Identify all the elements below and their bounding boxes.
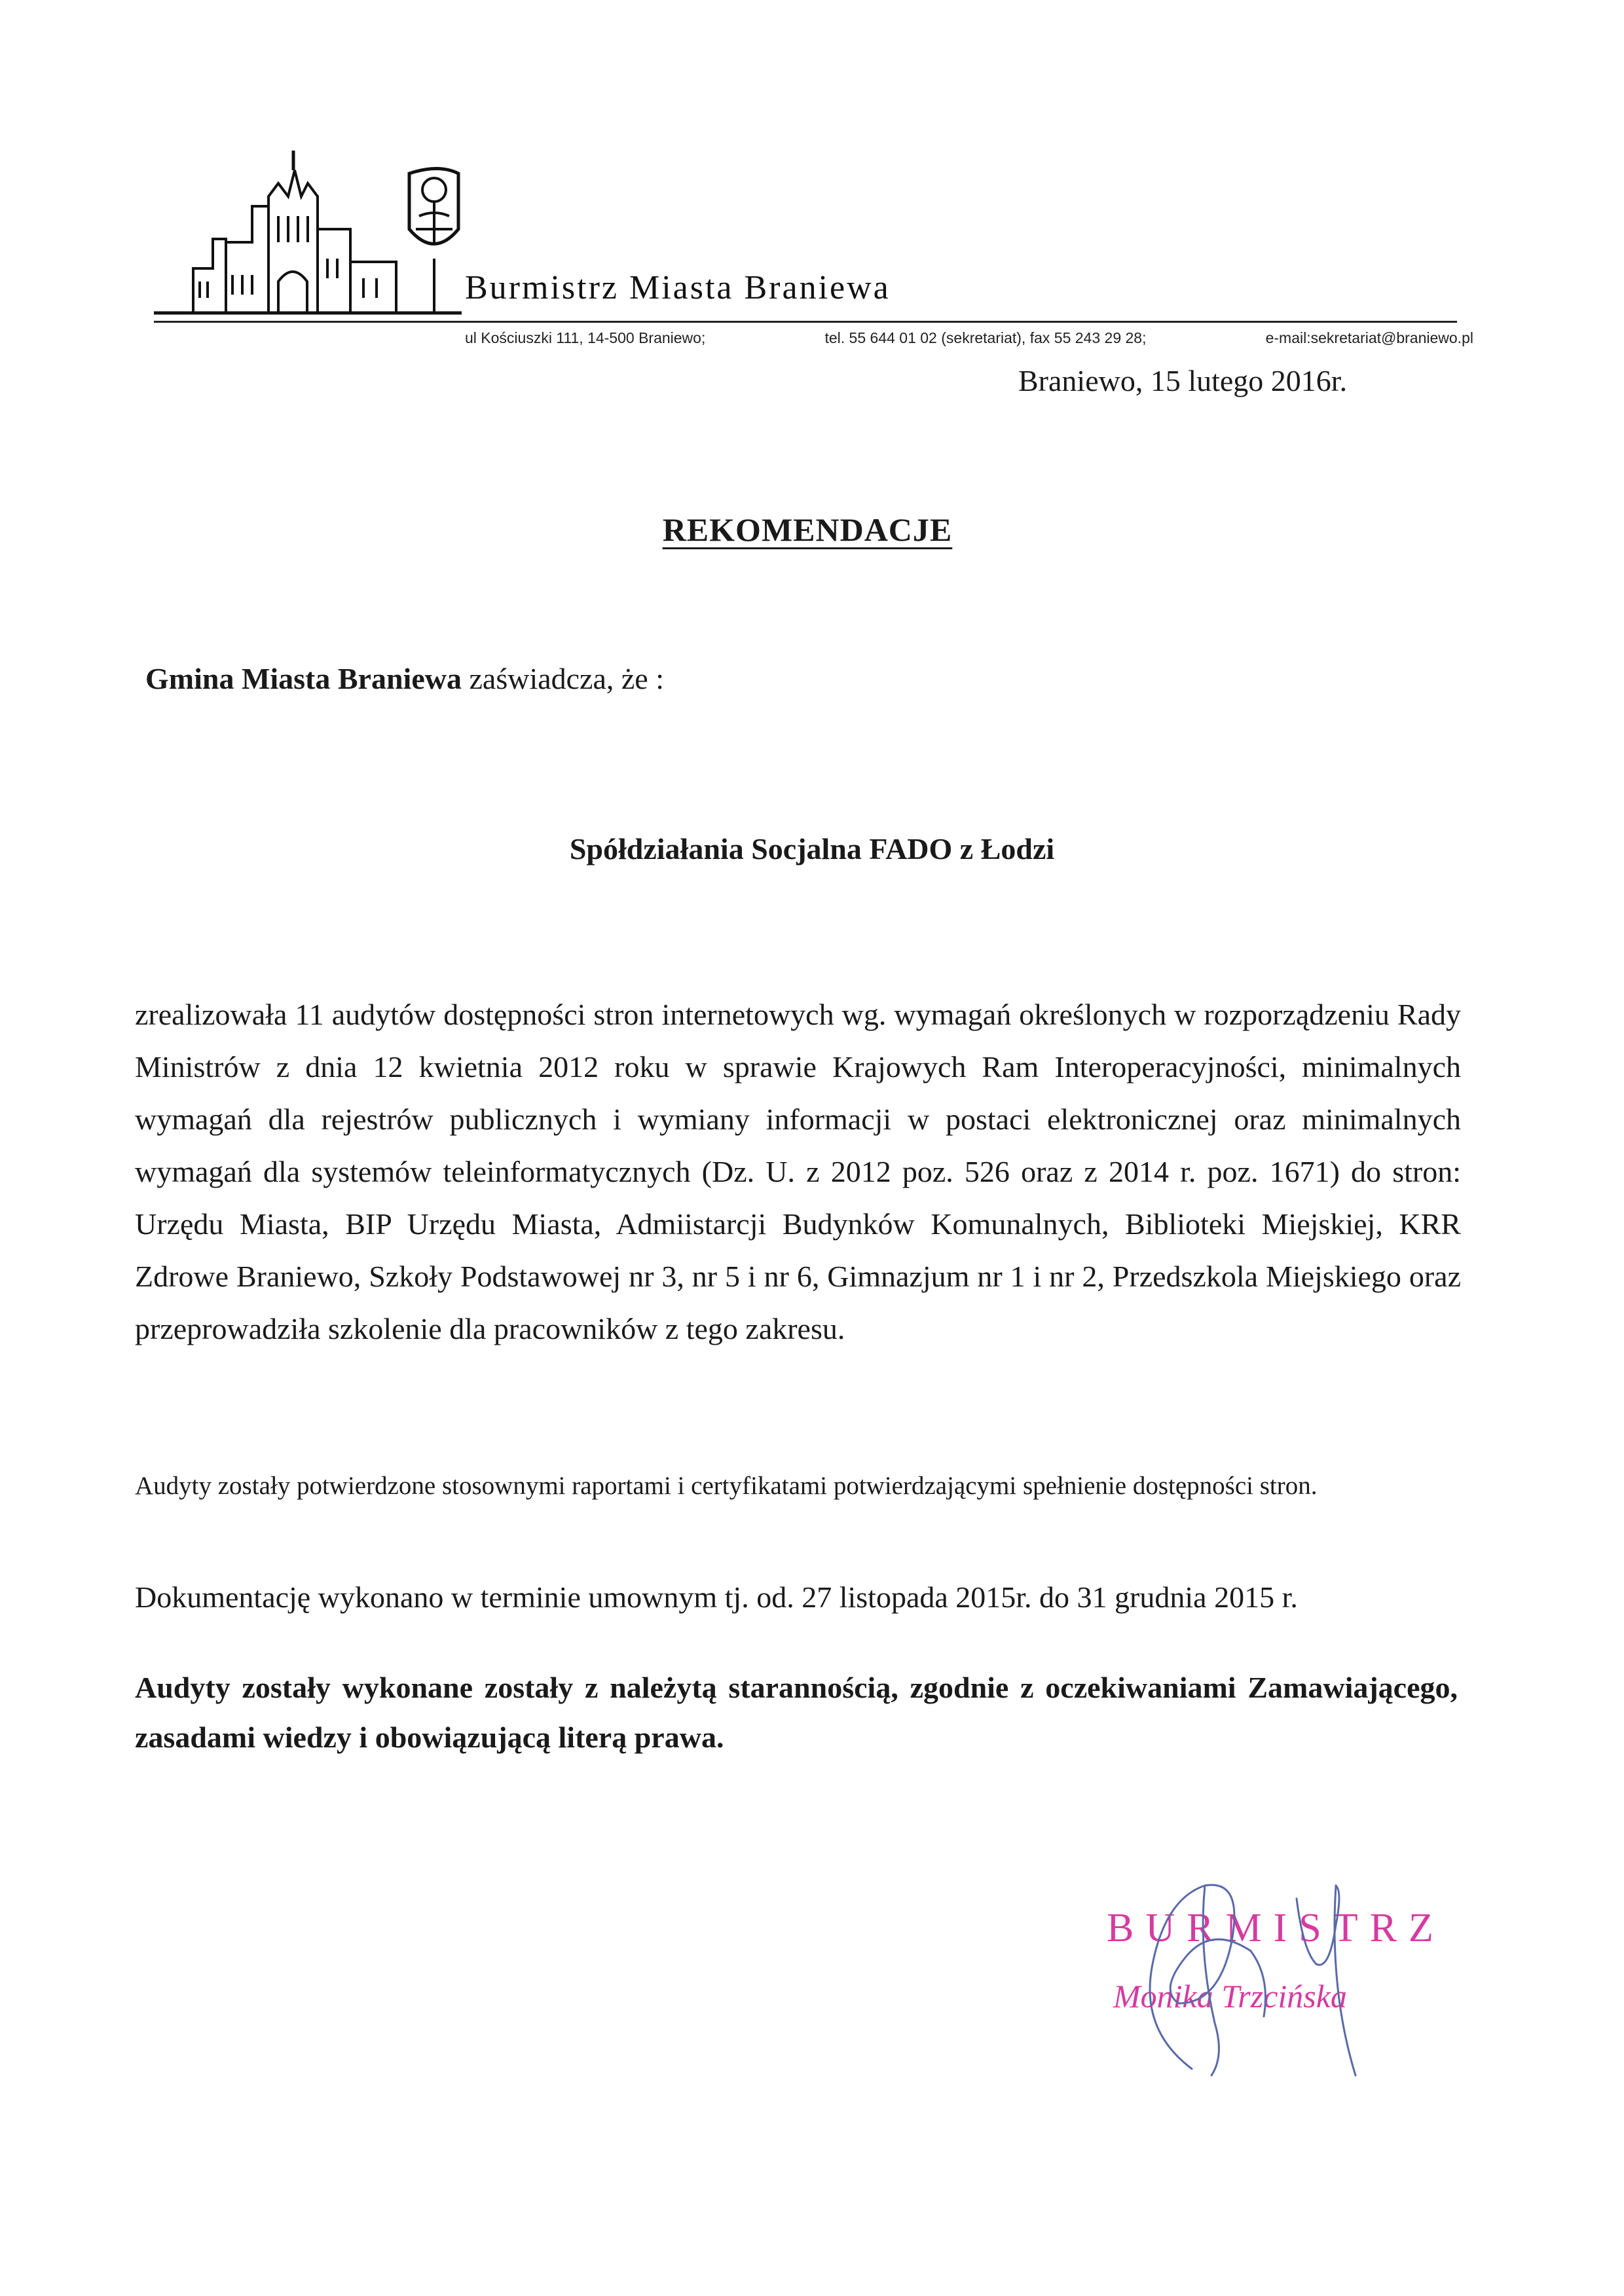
address-text: ul Kościuszki 111, 14-500 Braniewo;: [465, 329, 706, 346]
closing-paragraph: Audyty zostały wykonane zostały z należytą starannością, zgodnie z oczekiwaniami Zamawiającego, zasadami wiedzy i obowiązującą literą prawa.: [135, 1671, 1458, 1754]
header-divider: [154, 321, 1457, 323]
phone-fax-text: tel. 55 644 01 02 (sekretariat), fax 55 243 29 28;: [824, 329, 1147, 346]
audits-confirmed-paragraph: Audyty zostały potwierdzone stosownymi raportami i certyfikatami potwierdzającymi spełnienie dostępności stron.: [135, 1472, 1318, 1500]
intro-subject: Gmina Miasta Braniewa: [145, 662, 462, 695]
intro-rest: zaświadcza, że :: [461, 662, 665, 695]
documentation-paragraph: Dokumentację wykonano w terminie umownym tj. od. 27 listopada 2015r. do 31 grudnia 2015 r.: [135, 1580, 1298, 1614]
recipient-name: Spółdziałania Socjalna FADO z Łodzi: [569, 832, 1055, 866]
date-line: Braniewo, 15 lutego 2016r.: [1018, 364, 1348, 397]
email-text: e-mail:sekretariat@braniewo.pl: [1265, 329, 1473, 346]
main-paragraph: zrealizowała 11 audytów dostępności stron internetowych wg. wymagań określonych w rozporządzeniu Rady Ministrów z dnia 12 kwietnia 2012 roku w sprawie Krajowych Ram Interoperacyjności, minimalnych wymagań dla rejestrów publicznych i wymiany informacji w postaci elektronicznej oraz minimalnych wymagań dla systemów teleinformatycznych (Dz. U. z 2012 poz. 526 oraz z 2014 r. poz. 1671) do stron: Urzędu Miasta, BIP Urzędu Miasta, Admiistarcji Budynków Komunalnych, Biblioteki Miejskiej, KRR Zdrowe Braniewo, Szkoły Podstawowej nr 3, nr 5 i nr 6, Gimnazjum nr 1 i nr 2, Przedszkola Miejskiego oraz przeprowadziła szkolenie dla pracowników z tego zakresu.: [135, 998, 1461, 1345]
stamp-title: BURMISTRZ: [1107, 1906, 1445, 1950]
handwritten-signature-icon: [1100, 1859, 1428, 2095]
town-hall-and-coat-of-arms-icon: [154, 144, 494, 327]
intro-line: [145, 661, 664, 696]
contact-line: [465, 329, 1473, 347]
document-title: [0, 511, 1624, 549]
stamp-name: Monika Trzcińska: [1113, 1978, 1347, 2014]
document-title-text: REKOMENDACJE: [662, 511, 953, 548]
organization-name: Burmistrz Miasta Braniewa: [465, 269, 891, 306]
